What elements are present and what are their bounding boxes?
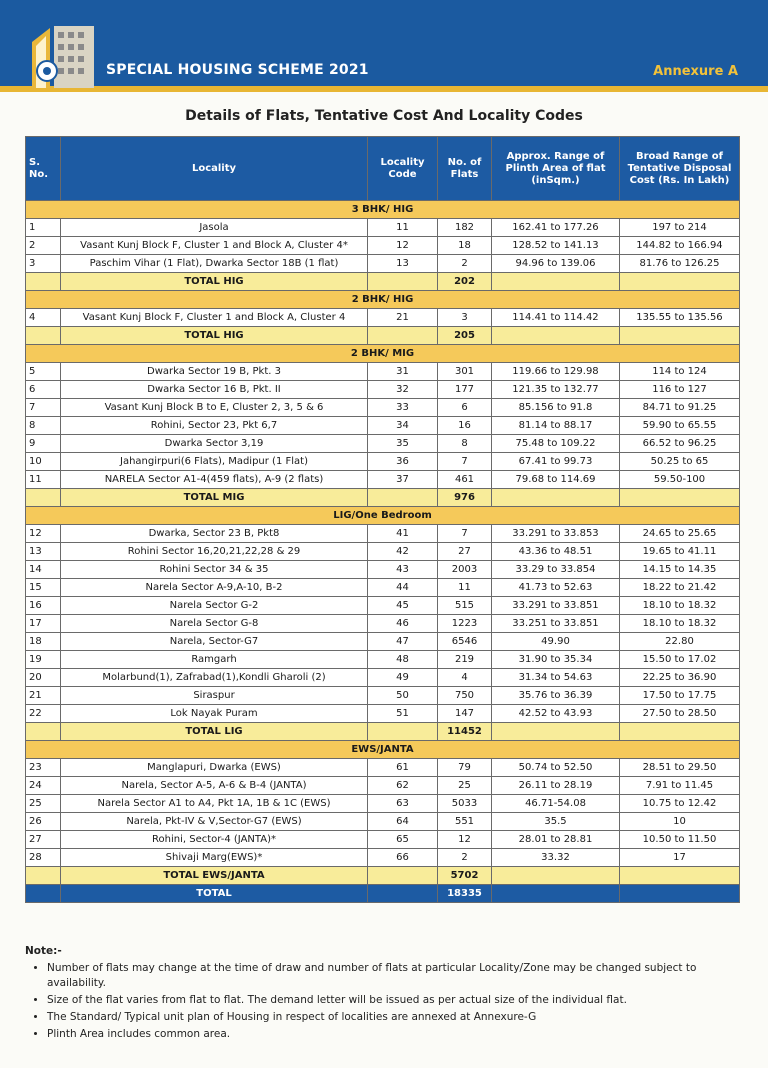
table-row — [26, 471, 740, 489]
cell-locality: Vasant Kunj Block F, Cluster 1 and Block A, Cluster 4* — [61, 237, 368, 255]
cell-locality: Rohini Sector 16,20,21,22,28 & 29 — [61, 543, 368, 561]
cell-area: 114.41 to 114.42 — [492, 309, 620, 327]
cell-cost: 19.65 to 41.11 — [620, 543, 740, 561]
section-total-label: TOTAL EWS/JANTA — [61, 867, 368, 885]
table-row — [26, 525, 740, 543]
cell-cost: 28.51 to 29.50 — [620, 759, 740, 777]
table-row — [26, 417, 740, 435]
cell-sno: 7 — [26, 399, 61, 417]
cell-locality: Narela, Sector A-5, A-6 & B-4 (JANTA) — [61, 777, 368, 795]
notes-heading: Note:- — [25, 945, 62, 957]
cell-cost: 22.80 — [620, 633, 740, 651]
cell-area: 33.29 to 33.854 — [492, 561, 620, 579]
cell-flats: 7 — [438, 525, 492, 543]
cell-sno: 5 — [26, 363, 61, 381]
cell-area: 33.32 — [492, 849, 620, 867]
cell-cost: 135.55 to 135.56 — [620, 309, 740, 327]
cell-code: 37 — [368, 471, 438, 489]
cell-sno: 26 — [26, 813, 61, 831]
cell-flats: 3 — [438, 309, 492, 327]
grand-total-blank — [492, 885, 620, 903]
grand-total-row — [26, 885, 740, 903]
section-heading: 2 BHK/ HIG — [26, 291, 740, 309]
cell-locality: Narela, Pkt-IV & V,Sector-G7 (EWS) — [61, 813, 368, 831]
cell-flats: 461 — [438, 471, 492, 489]
total-blank — [26, 723, 61, 741]
cell-code: 62 — [368, 777, 438, 795]
note-item: • The Standard/ Typical unit plan of Housing in respect of localities are annexed at Annexure-G — [47, 1010, 745, 1025]
document-title: Details of Flats, Tentative Cost And Locality Codes — [185, 108, 583, 124]
cell-cost: 18.22 to 21.42 — [620, 579, 740, 597]
cell-sno: 13 — [26, 543, 61, 561]
emblem-icon — [36, 60, 58, 82]
section-total-flats: 976 — [438, 489, 492, 507]
cell-sno: 19 — [26, 651, 61, 669]
col-header-area: Approx. Range of Plinth Area of flat (inSqm.) — [492, 137, 620, 201]
table-row — [26, 795, 740, 813]
cell-locality: Narela Sector A-9,A-10, B-2 — [61, 579, 368, 597]
cell-locality: Jahangirpuri(6 Flats), Madipur (1 Flat) — [61, 453, 368, 471]
section-heading: EWS/JANTA — [26, 741, 740, 759]
grand-total-blank — [368, 885, 438, 903]
total-blank — [620, 273, 740, 291]
cell-cost: 114 to 124 — [620, 363, 740, 381]
cell-area: 67.41 to 99.73 — [492, 453, 620, 471]
grand-total-label: TOTAL — [61, 885, 368, 903]
cell-sno: 24 — [26, 777, 61, 795]
cell-area: 33.291 to 33.853 — [492, 525, 620, 543]
table-row — [26, 831, 740, 849]
cell-locality: Manglapuri, Dwarka (EWS) — [61, 759, 368, 777]
section-total-row — [26, 867, 740, 885]
section-heading: 2 BHK/ MIG — [26, 345, 740, 363]
section-heading-row — [26, 201, 740, 219]
cell-code: 36 — [368, 453, 438, 471]
total-blank — [368, 273, 438, 291]
cell-sno: 10 — [26, 453, 61, 471]
table-row — [26, 543, 740, 561]
cell-sno: 2 — [26, 237, 61, 255]
cell-code: 50 — [368, 687, 438, 705]
cell-cost: 66.52 to 96.25 — [620, 435, 740, 453]
cell-area: 79.68 to 114.69 — [492, 471, 620, 489]
total-blank — [368, 327, 438, 345]
cell-locality: Vasant Kunj Block F, Cluster 1 and Block A, Cluster 4 — [61, 309, 368, 327]
header-stripe — [0, 86, 768, 92]
cell-cost: 15.50 to 17.02 — [620, 651, 740, 669]
cell-code: 48 — [368, 651, 438, 669]
table-row — [26, 579, 740, 597]
cell-code: 61 — [368, 759, 438, 777]
cell-area: 46.71-54.08 — [492, 795, 620, 813]
cell-code: 34 — [368, 417, 438, 435]
cell-cost: 10 — [620, 813, 740, 831]
cell-flats: 6546 — [438, 633, 492, 651]
grand-total-flats: 18335 — [438, 885, 492, 903]
cell-sno: 11 — [26, 471, 61, 489]
table-row — [26, 687, 740, 705]
total-blank — [492, 867, 620, 885]
cell-code: 63 — [368, 795, 438, 813]
cell-locality: Siraspur — [61, 687, 368, 705]
col-header-code: Locality Code — [368, 137, 438, 201]
cell-area: 35.5 — [492, 813, 620, 831]
cell-sno: 14 — [26, 561, 61, 579]
note-item: • Plinth Area includes common area. — [47, 1027, 745, 1042]
section-total-label: TOTAL HIG — [61, 327, 368, 345]
cell-area: 28.01 to 28.81 — [492, 831, 620, 849]
cell-area: 42.52 to 43.93 — [492, 705, 620, 723]
cell-locality: Jasola — [61, 219, 368, 237]
section-total-label: TOTAL HIG — [61, 273, 368, 291]
cell-code: 43 — [368, 561, 438, 579]
section-total-row — [26, 273, 740, 291]
cell-flats: 27 — [438, 543, 492, 561]
cell-flats: 219 — [438, 651, 492, 669]
cell-locality: Rohini Sector 34 & 35 — [61, 561, 368, 579]
table-row — [26, 237, 740, 255]
cell-cost: 50.25 to 65 — [620, 453, 740, 471]
table-row — [26, 849, 740, 867]
cell-flats: 551 — [438, 813, 492, 831]
cell-code: 46 — [368, 615, 438, 633]
cell-cost: 18.10 to 18.32 — [620, 615, 740, 633]
table-header-row — [26, 137, 740, 201]
cell-area: 121.35 to 132.77 — [492, 381, 620, 399]
cell-area: 41.73 to 52.63 — [492, 579, 620, 597]
cell-cost: 116 to 127 — [620, 381, 740, 399]
cell-code: 47 — [368, 633, 438, 651]
section-heading-row — [26, 741, 740, 759]
cell-cost: 59.90 to 65.55 — [620, 417, 740, 435]
total-blank — [26, 273, 61, 291]
table-row — [26, 615, 740, 633]
total-blank — [492, 327, 620, 345]
cell-code: 33 — [368, 399, 438, 417]
cell-area: 33.251 to 33.851 — [492, 615, 620, 633]
cell-flats: 4 — [438, 669, 492, 687]
cell-cost: 22.25 to 36.90 — [620, 669, 740, 687]
cell-code: 42 — [368, 543, 438, 561]
cell-flats: 11 — [438, 579, 492, 597]
cell-code: 12 — [368, 237, 438, 255]
section-heading: LIG/One Bedroom — [26, 507, 740, 525]
cell-area: 75.48 to 109.22 — [492, 435, 620, 453]
total-blank — [368, 489, 438, 507]
cell-sno: 23 — [26, 759, 61, 777]
section-total-label: TOTAL MIG — [61, 489, 368, 507]
table-row — [26, 381, 740, 399]
cell-locality: Dwarka, Sector 23 B, Pkt8 — [61, 525, 368, 543]
cell-cost: 17 — [620, 849, 740, 867]
cell-flats: 515 — [438, 597, 492, 615]
cell-sno: 3 — [26, 255, 61, 273]
cell-code: 66 — [368, 849, 438, 867]
cell-cost: 59.50-100 — [620, 471, 740, 489]
cell-code: 32 — [368, 381, 438, 399]
table-row — [26, 777, 740, 795]
grand-total-blank — [620, 885, 740, 903]
cell-area: 119.66 to 129.98 — [492, 363, 620, 381]
cell-sno: 21 — [26, 687, 61, 705]
notes-list — [25, 961, 745, 1042]
cell-sno: 15 — [26, 579, 61, 597]
section-total-row — [26, 327, 740, 345]
cell-flats: 79 — [438, 759, 492, 777]
cell-code: 51 — [368, 705, 438, 723]
table-body — [26, 201, 740, 885]
total-blank — [26, 867, 61, 885]
cell-sno: 22 — [26, 705, 61, 723]
section-heading-row — [26, 345, 740, 363]
cell-area: 94.96 to 139.06 — [492, 255, 620, 273]
annexure-label: Annexure A — [653, 64, 738, 79]
cell-cost: 18.10 to 18.32 — [620, 597, 740, 615]
cell-sno: 25 — [26, 795, 61, 813]
table-row — [26, 597, 740, 615]
section-total-flats: 5702 — [438, 867, 492, 885]
section-total-flats: 11452 — [438, 723, 492, 741]
cell-code: 41 — [368, 525, 438, 543]
flats-table — [25, 136, 740, 903]
cell-area: 50.74 to 52.50 — [492, 759, 620, 777]
cell-code: 45 — [368, 597, 438, 615]
cell-code: 35 — [368, 435, 438, 453]
cell-locality: Molarbund(1), Zafrabad(1),Kondli Gharoli (2) — [61, 669, 368, 687]
cell-flats: 750 — [438, 687, 492, 705]
scheme-title: SPECIAL HOUSING SCHEME 2021 — [106, 62, 369, 78]
col-header-sno: S. No. — [26, 137, 61, 201]
cell-cost: 7.91 to 11.45 — [620, 777, 740, 795]
table-row — [26, 435, 740, 453]
cell-sno: 17 — [26, 615, 61, 633]
cell-area: 31.90 to 35.34 — [492, 651, 620, 669]
table-row — [26, 219, 740, 237]
cell-cost: 27.50 to 28.50 — [620, 705, 740, 723]
cell-cost: 144.82 to 166.94 — [620, 237, 740, 255]
cell-area: 33.291 to 33.851 — [492, 597, 620, 615]
cell-sno: 4 — [26, 309, 61, 327]
cell-sno: 20 — [26, 669, 61, 687]
note-item: • Number of flats may change at the time of draw and number of flats at particular Locality/Zone may be changed subject to availability. — [47, 961, 745, 991]
section-total-row — [26, 723, 740, 741]
table-row — [26, 453, 740, 471]
section-total-flats: 205 — [438, 327, 492, 345]
cell-sno: 8 — [26, 417, 61, 435]
total-blank — [368, 723, 438, 741]
cell-locality: Narela Sector A1 to A4, Pkt 1A, 1B & 1C (EWS) — [61, 795, 368, 813]
cell-area: 128.52 to 141.13 — [492, 237, 620, 255]
table-row — [26, 399, 740, 417]
cell-code: 64 — [368, 813, 438, 831]
cell-cost: 197 to 214 — [620, 219, 740, 237]
cell-locality: Narela, Sector-G7 — [61, 633, 368, 651]
cell-flats: 2003 — [438, 561, 492, 579]
cell-area: 43.36 to 48.51 — [492, 543, 620, 561]
table-row — [26, 669, 740, 687]
col-header-cost: Broad Range of Tentative Disposal Cost (Rs. In Lakh) — [620, 137, 740, 201]
total-blank — [492, 723, 620, 741]
cell-code: 65 — [368, 831, 438, 849]
cell-flats: 16 — [438, 417, 492, 435]
table-row — [26, 561, 740, 579]
cell-flats: 182 — [438, 219, 492, 237]
cell-flats: 18 — [438, 237, 492, 255]
table-row — [26, 651, 740, 669]
table-row — [26, 309, 740, 327]
note-item: • Size of the flat varies from flat to flat. The demand letter will be issued as per actual size of the individual flat. — [47, 993, 745, 1008]
cell-flats: 6 — [438, 399, 492, 417]
cell-cost: 84.71 to 91.25 — [620, 399, 740, 417]
cell-flats: 5033 — [438, 795, 492, 813]
total-blank — [368, 867, 438, 885]
grand-total-blank — [26, 885, 61, 903]
col-header-flats: No. of Flats — [438, 137, 492, 201]
cell-cost: 24.65 to 25.65 — [620, 525, 740, 543]
col-header-locality: Locality — [61, 137, 368, 201]
total-blank — [620, 867, 740, 885]
cell-locality: Dwarka Sector 16 B, Pkt. II — [61, 381, 368, 399]
cell-locality: Shivaji Marg(EWS)* — [61, 849, 368, 867]
cell-cost: 10.50 to 11.50 — [620, 831, 740, 849]
cell-locality: Rohini, Sector 23, Pkt 6,7 — [61, 417, 368, 435]
cell-flats: 1223 — [438, 615, 492, 633]
total-blank — [26, 489, 61, 507]
cell-locality: Rohini, Sector-4 (JANTA)* — [61, 831, 368, 849]
cell-code: 11 — [368, 219, 438, 237]
cell-flats: 177 — [438, 381, 492, 399]
section-total-flats: 202 — [438, 273, 492, 291]
cell-cost: 14.15 to 14.35 — [620, 561, 740, 579]
total-blank — [492, 489, 620, 507]
cell-flats: 12 — [438, 831, 492, 849]
cell-locality: Narela Sector G-2 — [61, 597, 368, 615]
notes-section — [25, 944, 745, 1044]
table-row — [26, 633, 740, 651]
section-total-row — [26, 489, 740, 507]
cell-flats: 2 — [438, 849, 492, 867]
cell-sno: 16 — [26, 597, 61, 615]
cell-cost: 81.76 to 126.25 — [620, 255, 740, 273]
cell-flats: 301 — [438, 363, 492, 381]
total-blank — [492, 273, 620, 291]
cell-area: 85.156 to 91.8 — [492, 399, 620, 417]
cell-area: 81.14 to 88.17 — [492, 417, 620, 435]
total-blank — [620, 327, 740, 345]
cell-sno: 27 — [26, 831, 61, 849]
table-row — [26, 363, 740, 381]
section-heading-row — [26, 507, 740, 525]
cell-locality: Vasant Kunj Block B to E, Cluster 2, 3, 5 & 6 — [61, 399, 368, 417]
cell-code: 49 — [368, 669, 438, 687]
cell-sno: 18 — [26, 633, 61, 651]
cell-locality: Ramgarh — [61, 651, 368, 669]
cell-locality: Paschim Vihar (1 Flat), Dwarka Sector 18B (1 flat) — [61, 255, 368, 273]
cell-code: 13 — [368, 255, 438, 273]
cell-area: 162.41 to 177.26 — [492, 219, 620, 237]
cell-sno: 1 — [26, 219, 61, 237]
cell-sno: 28 — [26, 849, 61, 867]
section-total-label: TOTAL LIG — [61, 723, 368, 741]
cell-flats: 7 — [438, 453, 492, 471]
cell-locality: NARELA Sector A1-4(459 flats), A-9 (2 flats) — [61, 471, 368, 489]
cell-area: 26.11 to 28.19 — [492, 777, 620, 795]
cell-locality: Dwarka Sector 19 B, Pkt. 3 — [61, 363, 368, 381]
cell-locality: Dwarka Sector 3,19 — [61, 435, 368, 453]
cell-flats: 25 — [438, 777, 492, 795]
cell-flats: 2 — [438, 255, 492, 273]
cell-sno: 12 — [26, 525, 61, 543]
cell-code: 21 — [368, 309, 438, 327]
table-row — [26, 705, 740, 723]
cell-area: 35.76 to 36.39 — [492, 687, 620, 705]
cell-area: 49.90 — [492, 633, 620, 651]
cell-locality: Narela Sector G-8 — [61, 615, 368, 633]
cell-cost: 10.75 to 12.42 — [620, 795, 740, 813]
table-row — [26, 255, 740, 273]
cell-sno: 9 — [26, 435, 61, 453]
cell-locality: Lok Nayak Puram — [61, 705, 368, 723]
cell-sno: 6 — [26, 381, 61, 399]
total-blank — [620, 489, 740, 507]
table-row — [26, 813, 740, 831]
cell-code: 31 — [368, 363, 438, 381]
cell-area: 31.34 to 54.63 — [492, 669, 620, 687]
total-blank — [26, 327, 61, 345]
table-row — [26, 759, 740, 777]
section-heading-row — [26, 291, 740, 309]
cell-code: 44 — [368, 579, 438, 597]
cell-flats: 147 — [438, 705, 492, 723]
section-heading: 3 BHK/ HIG — [26, 201, 740, 219]
cell-cost: 17.50 to 17.75 — [620, 687, 740, 705]
total-blank — [620, 723, 740, 741]
cell-flats: 8 — [438, 435, 492, 453]
